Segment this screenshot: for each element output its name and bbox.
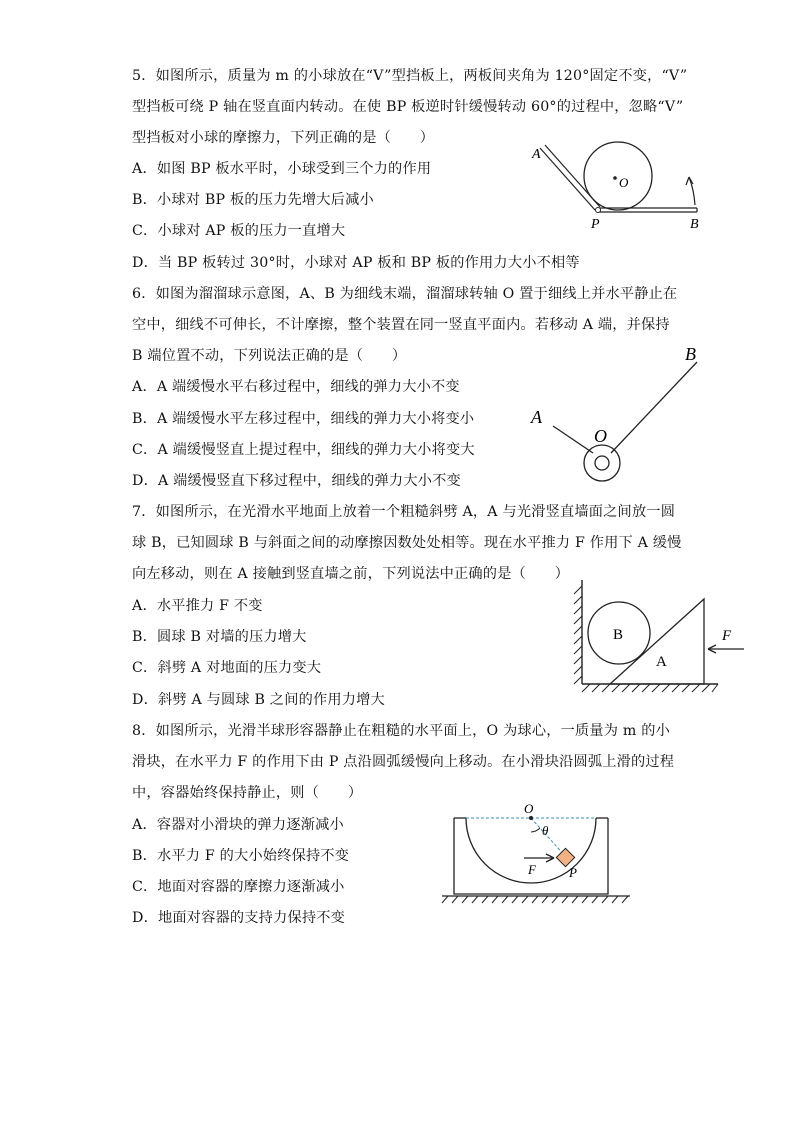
- q5-label-a: A: [532, 147, 541, 162]
- q5-line-1: 5．如图所示，质量为 m 的小球放在“V”型挡板上，两板间夹角为 120°固定不变，“V”: [132, 68, 688, 84]
- q8-label-o: O: [524, 801, 534, 816]
- q7-label-b: B: [613, 627, 624, 643]
- q6-option-a: A．A 端缓慢水平右移过程中，细线的弹力大小不变: [132, 379, 460, 395]
- q6-option-d: D．A 端缓慢竖直下移过程中，细线的弹力大小不变: [132, 473, 461, 489]
- q7-line-1: 7．如图所示，在光滑水平地面上放着一个粗糙斜劈 A，A 与光滑竖直墙面之间放一圆: [132, 504, 676, 520]
- q6-line-2: 空中，细线不可伸长，不计摩擦，整个装置在同一竖直平面内。若移动 A 端，并保持: [132, 317, 670, 333]
- q6-label-o: O: [594, 426, 607, 446]
- q6-line-3: B 端位置不动，下列说法正确的是（ ）: [132, 348, 407, 364]
- q5-line-2: 型挡板可绕 P 轴在竖直面内转动。在使 BP 板逆时针缓慢转动 60°的过程中，忽略“V”: [132, 99, 684, 115]
- q7-option-b: B．圆球 B 对墙的压力增大: [132, 629, 307, 645]
- q5-option-a: A．如图 BP 板水平时，小球受到三个力的作用: [132, 161, 432, 177]
- q7-label-a: A: [656, 654, 667, 670]
- q8-line-2: 滑块，在水平力 F 的作用下由 P 点沿圆弧缓慢向上移动。在小滑块沿圆弧上滑的过程: [132, 754, 675, 770]
- q7-option-d: D．斜劈 A 与圆球 B 之间的作用力增大: [132, 692, 385, 708]
- q6-option-b: B．A 端缓慢水平左移过程中，细线的弹力大小将变小: [132, 411, 475, 427]
- q8-label-p: P: [569, 865, 577, 880]
- q5-option-b: B．小球对 BP 板的压力先增大后减小: [132, 192, 374, 208]
- q5-option-c: C．小球对 AP 板的压力一直增大: [132, 223, 346, 239]
- q6-line-1: 6．如图为溜溜球示意图，A、B 为细线末端，溜溜球转轴 O 置于细线上并水平静止在: [132, 286, 678, 302]
- q7-line-3: 向左移动，则在 A 接触到竖直墙之前，下列说法中正确的是（ ）: [132, 566, 570, 582]
- q8-option-c: C．地面对容器的摩擦力逐渐减小: [132, 879, 345, 895]
- q5-label-o: O: [619, 175, 629, 190]
- q8-option-d: D．地面对容器的支持力保持不变: [132, 910, 346, 926]
- q8-label-theta: θ: [542, 823, 549, 838]
- q7-option-a: A．水平推力 F 不变: [132, 598, 263, 614]
- q7-option-c: C．斜劈 A 对地面的压力变大: [132, 660, 322, 676]
- q5-v-board-figure: [520, 130, 720, 235]
- q5-option-d: D．当 BP 板转过 30°时，小球对 AP 板和 BP 板的作用力大小不相等: [132, 255, 580, 271]
- q7-line-2: 球 B，已知圆球 B 与斜面之间的动摩擦因数处处相等。现在水平推力 F 作用下 A 缓慢: [132, 535, 682, 551]
- q6-label-b: B: [685, 344, 696, 364]
- q8-option-a: A．容器对小滑块的弹力逐渐减小: [132, 817, 344, 833]
- q5-label-p: P: [591, 217, 600, 232]
- q6-yoyo-figure: [525, 340, 715, 490]
- q7-wedge-figure: [568, 572, 753, 697]
- q5-label-b: B: [690, 217, 699, 232]
- q8-line-3: 中，容器始终保持静止，则（ ）: [132, 785, 363, 801]
- q8-line-1: 8．如图所示，光滑半球形容器静止在粗糙的水平面上，O 为球心，一质量为 m 的小: [132, 723, 671, 739]
- q6-option-c: C．A 端缓慢竖直上提过程中，细线的弹力大小将变大: [132, 442, 475, 458]
- q5-line-3: 型挡板对小球的摩擦力，下列正确的是（ ）: [132, 130, 435, 146]
- q8-label-f: F: [528, 862, 536, 877]
- q6-label-a: A: [531, 407, 542, 427]
- q8-option-b: B．水平力 F 的大小始终保持不变: [132, 848, 350, 864]
- q8-hemisphere-figure: [438, 800, 638, 908]
- q7-label-f: F: [722, 628, 732, 644]
